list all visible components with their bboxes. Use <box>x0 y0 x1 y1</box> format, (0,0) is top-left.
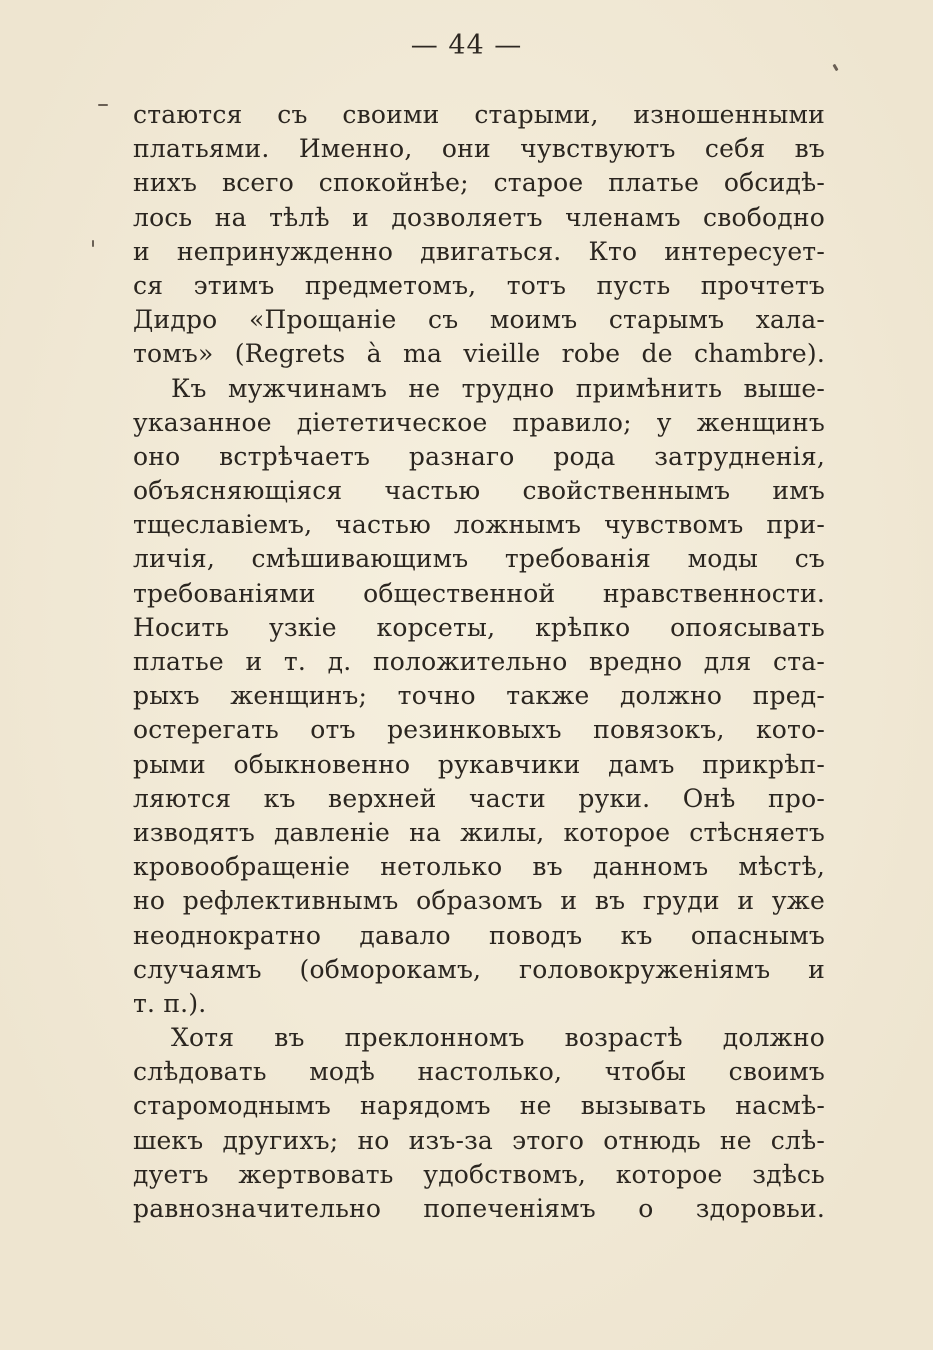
text-line: изводятъ давленіе на жилы, которое стѣсняетъ <box>133 817 825 847</box>
text-line: и непринужденно двигаться. Кто интересует- <box>133 236 825 266</box>
text-line: томъ» (Regrets à ma vieille robe de chambre). <box>133 339 825 369</box>
text-line: слѣдовать модѣ настолько, чтобы своимъ <box>133 1057 825 1087</box>
text-line: рыми обыкновенно рукавчики дамъ прикрѣп- <box>133 749 825 779</box>
text-line: ляются къ верхней части руки. Онѣ про- <box>133 783 825 813</box>
text-line: но рефлективнымъ образомъ и въ груди и уже <box>133 886 825 916</box>
text-line: объясняющіяся частью свойственнымъ имъ <box>133 476 825 506</box>
text-line: равнозначительно попеченіямъ о здоровьи. <box>133 1194 825 1223</box>
text-line: неоднократно давало поводъ къ опаснымъ <box>133 920 825 950</box>
text-line: кровообращеніе нетолько въ данномъ мѣстѣ, <box>133 852 825 882</box>
margin-mark <box>98 104 108 106</box>
text-line: остерегать отъ резинковыхъ повязокъ, кото- <box>133 715 825 745</box>
text-line: Носить узкіе корсеты, крѣпко опоясывать <box>133 612 825 642</box>
text-line: Хотя въ преклонномъ возрастѣ должно <box>171 1023 825 1053</box>
text-line: случаямъ (обморокамъ, головокруженіямъ и <box>133 954 825 984</box>
text-line: Дидро «Прощаніе съ моимъ старымъ хала- <box>133 305 825 335</box>
text-line: тщеславіемъ, частью ложнымъ чувствомъ при- <box>133 510 825 540</box>
corner-mark <box>832 64 838 72</box>
text-line: Къ мужчинамъ не трудно примѣнить выше- <box>171 373 825 403</box>
text-line: требованіями общественной нравственности. <box>133 578 825 608</box>
text-line: личія, смѣшивающимъ требованія моды съ <box>133 544 825 574</box>
text-line: оно встрѣчаетъ разнаго рода затрудненія, <box>133 441 825 471</box>
text-line: дуетъ жертвовать удобствомъ, которое здѣсь <box>133 1159 825 1189</box>
text-line: указанное діететическое правило; у женщинъ <box>133 407 825 437</box>
text-line: шекъ другихъ; но изъ-за этого отнюдь не слѣ- <box>133 1125 825 1155</box>
body-text <box>133 98 825 1226</box>
text-line: лось на тѣлѣ и дозволяетъ членамъ свободно <box>133 202 825 232</box>
text-line: ся этимъ предметомъ, тотъ пусть прочтетъ <box>133 270 825 300</box>
text-line: платьями. Именно, они чувствуютъ себя въ <box>133 134 825 164</box>
text-line: рыхъ женщинъ; точно также должно пред- <box>133 681 825 711</box>
text-line: старомоднымъ нарядомъ не вызывать насмѣ- <box>133 1091 825 1121</box>
text-line: платье и т. д. положительно вредно для ста- <box>133 647 825 676</box>
text-line: нихъ всего спокойнѣе; старое платье обсидѣ- <box>133 168 825 198</box>
page-number: — 44 — <box>410 30 523 61</box>
text-line: стаются съ своими старыми, изношенными <box>133 100 825 129</box>
text-line: т. п.). <box>133 988 207 1018</box>
margin-mark <box>92 240 94 247</box>
